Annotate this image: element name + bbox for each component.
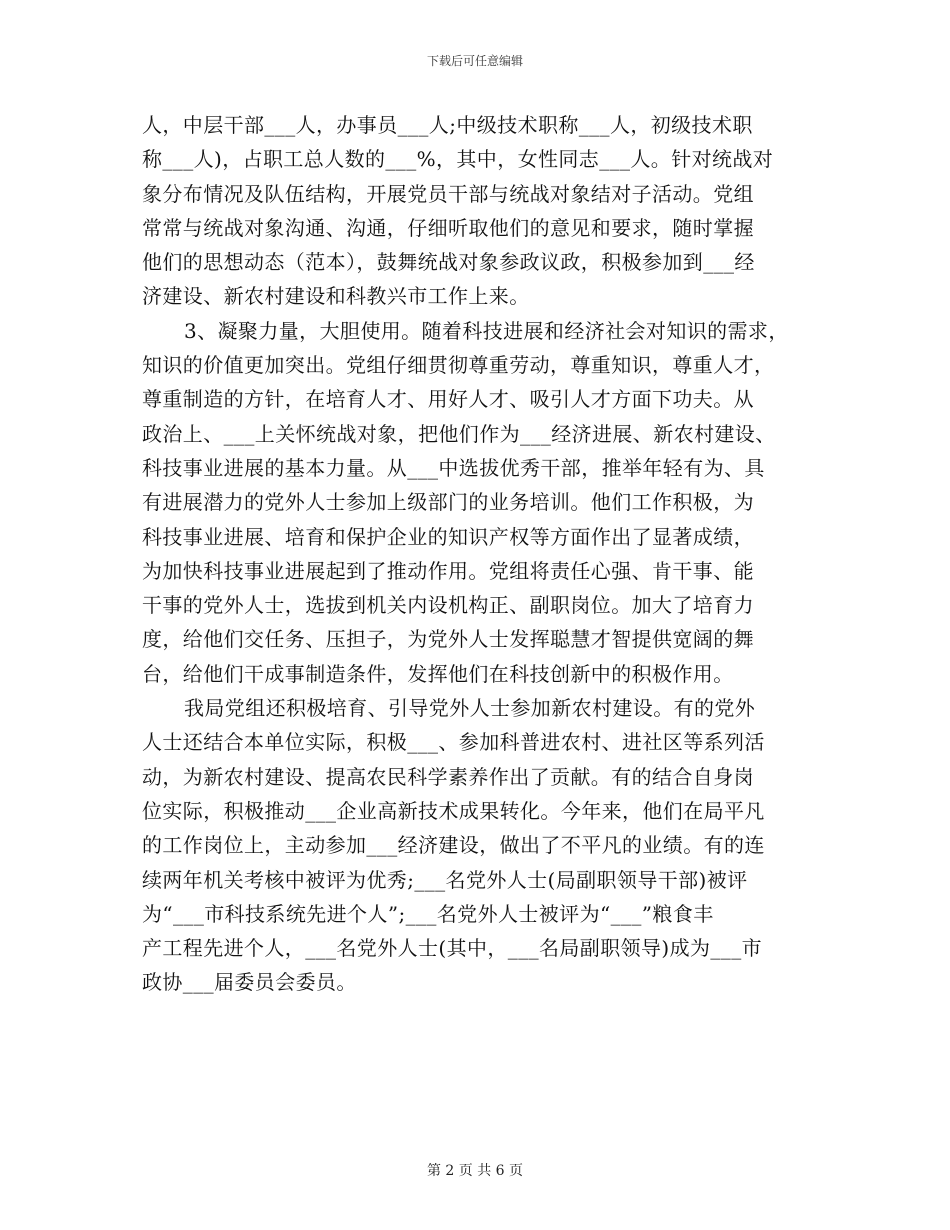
page-number-footer: 第 2 页 共 6 页 bbox=[426, 1163, 524, 1179]
text-line: 称___人)，占职工总人数的___%，其中，女性同志___人。针对统战对 bbox=[142, 147, 774, 172]
text-line: 人，中层干部___人，办事员___人;中级技术职称___人，初级技术职 bbox=[142, 113, 753, 137]
text-line: 政协___届委员会委员。 bbox=[142, 970, 357, 995]
text-line: 干事的党外人士，选拔到机关内设机构正、副职岗位。加大了培育力 bbox=[142, 593, 754, 618]
text-line: 知识的价值更加突出。党组仔细贯彻尊重劳动，尊重知识，尊重人才， bbox=[142, 353, 775, 378]
text-line: 济建设、新农村建设和科教兴市工作上来。 bbox=[142, 284, 530, 309]
text-line: 动，为新农村建设、提高农民科学素养作出了贡献。有的结合自身岗 bbox=[142, 764, 754, 789]
text-line: 台，给他们干成事制造条件，发挥他们在科技创新中的积极作用。 bbox=[142, 661, 734, 686]
text-line: 人士还结合本单位实际，积极___、参加科普进农村、进社区等系列活 bbox=[142, 730, 765, 755]
text-line: 政治上、___上关怀统战对象，把他们作为___经济进展、新农村建设、 bbox=[142, 421, 776, 446]
paragraph-start-line: 我局党组还积极培育、引导党外人士参加新农村建设。有的党外 bbox=[184, 696, 756, 721]
text-line: 尊重制造的方针，在培育人才、用好人才、吸引人才方面下功夫。从 bbox=[142, 387, 754, 412]
text-line: 位实际，积极推动___企业高新技术成果转化。今年来，他们在局平凡 bbox=[142, 798, 765, 823]
document-body bbox=[142, 108, 822, 1000]
text-line: 为“___市科技系统先进个人”;___名党外人士被评为“___”粮食丰 bbox=[142, 901, 714, 926]
text-line: 象分布情况及队伍结构，开展党员干部与统战对象结对子活动。党组 bbox=[142, 181, 754, 206]
paragraph-start-line: 3、凝聚力量，大胆使用。随着科技进展和经济社会对知识的需求， bbox=[184, 318, 789, 343]
text-line: 科技事业进展的基本力量。从___中选拔优秀干部，推举年轻有为、具 bbox=[142, 455, 765, 480]
text-line: 他们的思想动态（范本），鼓舞统战对象参政议政，积极参加到___经 bbox=[142, 250, 755, 275]
page-header: 下载后可任意编辑 bbox=[426, 54, 523, 68]
text-line: 产工程先进个人，___名党外人士(其中，___名局副职领导)成为___市 bbox=[142, 936, 763, 961]
text-line: 度，给他们交任务、压担子，为党外人士发挥聪慧才智提供宽阔的舞 bbox=[142, 627, 754, 652]
text-line: 为加快科技事业进展起到了推动作用。党组将责任心强、肯干事、能 bbox=[142, 558, 754, 583]
text-line: 常常与统战对象沟通、沟通，仔细听取他们的意见和要求，随时掌握 bbox=[142, 215, 754, 240]
text-line: 有进展潜力的党外人士参加上级部门的业务培训。他们工作积极，为 bbox=[142, 490, 754, 515]
text-line: 的工作岗位上，主动参加___经济建设，做出了不平凡的业绩。有的连 bbox=[142, 833, 765, 858]
text-line: 续两年机关考核中被评为优秀;___名党外人士(局副职领导干部)被评 bbox=[142, 867, 748, 892]
text-line: 科技事业进展、培育和保护企业的知识产权等方面作出了显著成绩， bbox=[142, 524, 754, 549]
